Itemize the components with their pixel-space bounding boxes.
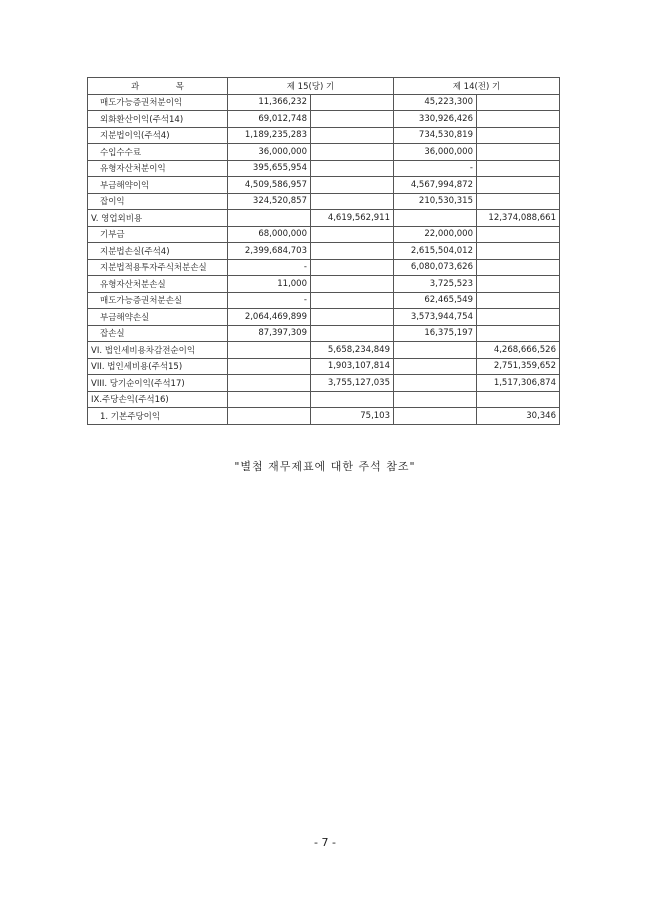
table-row (88, 292, 560, 309)
current-detail-cell: 2,064,469,899 (228, 309, 311, 326)
current-detail-cell (228, 391, 311, 408)
prior-detail-cell: 3,573,944,754 (394, 309, 477, 326)
current-total-cell (311, 144, 394, 161)
prior-detail-cell: 6,080,073,626 (394, 259, 477, 276)
prior-total-cell (477, 259, 560, 276)
prior-detail-cell (394, 408, 477, 425)
account-cell: 매도가능증권처분손실 (88, 292, 228, 309)
current-total-cell (311, 391, 394, 408)
prior-detail-cell: 62,465,549 (394, 292, 477, 309)
table-row (88, 127, 560, 144)
account-cell: IX.주당손익(주석16) (88, 391, 228, 408)
prior-total-cell: 4,268,666,526 (477, 342, 560, 359)
table-row (88, 408, 560, 425)
current-total-cell (311, 325, 394, 342)
prior-detail-cell (394, 375, 477, 392)
table-row (88, 243, 560, 260)
current-detail-cell (228, 408, 311, 425)
account-header-char-2: 목 (175, 81, 184, 92)
current-total-cell (311, 127, 394, 144)
current-detail-cell: 324,520,857 (228, 193, 311, 210)
current-detail-cell (228, 358, 311, 375)
current-total-cell (311, 226, 394, 243)
table-row (88, 144, 560, 161)
prior-total-cell (477, 144, 560, 161)
prior-detail-cell (394, 391, 477, 408)
current-detail-cell: - (228, 259, 311, 276)
table-header-row (88, 78, 560, 95)
prior-total-cell (477, 391, 560, 408)
current-total-cell (311, 177, 394, 194)
current-total-cell: 3,755,127,035 (311, 375, 394, 392)
account-cell: 기부금 (88, 226, 228, 243)
current-detail-cell: 87,397,309 (228, 325, 311, 342)
prior-detail-cell: 210,530,315 (394, 193, 477, 210)
prior-detail-cell: 2,615,504,012 (394, 243, 477, 260)
prior-detail-cell: - (394, 160, 477, 177)
table-row (88, 193, 560, 210)
table-row (88, 210, 560, 227)
current-detail-cell: 11,000 (228, 276, 311, 293)
current-total-cell (311, 160, 394, 177)
account-cell: 외화환산이익(주석14) (88, 111, 228, 128)
account-column-header (88, 78, 228, 95)
table-row (88, 358, 560, 375)
page-number: - 7 - (314, 836, 336, 849)
prior-total-cell: 2,751,359,652 (477, 358, 560, 375)
table-row (88, 325, 560, 342)
current-total-cell (311, 243, 394, 260)
prior-detail-cell (394, 358, 477, 375)
prior-total-cell: 12,374,088,661 (477, 210, 560, 227)
prior-total-cell: 1,517,306,874 (477, 375, 560, 392)
prior-detail-cell: 22,000,000 (394, 226, 477, 243)
prior-detail-cell: 3,725,523 (394, 276, 477, 293)
table-row (88, 226, 560, 243)
current-total-cell: 75,103 (311, 408, 394, 425)
table-row (88, 309, 560, 326)
footnote: "별첨 재무제표에 대한 주석 참조" (234, 460, 416, 473)
table-row (88, 276, 560, 293)
prior-period-header: 제 14(전) 기 (394, 78, 560, 95)
prior-total-cell (477, 127, 560, 144)
account-cell: 잡손실 (88, 325, 228, 342)
account-cell: 유형자산처분이익 (88, 160, 228, 177)
current-detail-cell: 1,189,235,283 (228, 127, 311, 144)
account-cell: VIII. 당기순이익(주석17) (88, 375, 228, 392)
prior-detail-cell (394, 342, 477, 359)
account-cell: 유형자산처분손실 (88, 276, 228, 293)
current-detail-cell: 4,509,586,957 (228, 177, 311, 194)
current-total-cell (311, 309, 394, 326)
account-cell: VII. 법인세비용(주석15) (88, 358, 228, 375)
account-cell: 지분법적용투자주식처분손실 (88, 259, 228, 276)
account-cell: 부금해약손실 (88, 309, 228, 326)
current-detail-cell: 69,012,748 (228, 111, 311, 128)
table-row (88, 375, 560, 392)
current-total-cell (311, 94, 394, 111)
current-detail-cell: 68,000,000 (228, 226, 311, 243)
account-header-char-1: 과 (131, 81, 140, 92)
prior-detail-cell: 330,926,426 (394, 111, 477, 128)
current-detail-cell (228, 210, 311, 227)
prior-total-cell (477, 94, 560, 111)
prior-total-cell: 30,346 (477, 408, 560, 425)
current-detail-cell (228, 342, 311, 359)
prior-detail-cell (394, 210, 477, 227)
prior-detail-cell: 36,000,000 (394, 144, 477, 161)
prior-total-cell (477, 226, 560, 243)
current-detail-cell: - (228, 292, 311, 309)
current-detail-cell: 11,366,232 (228, 94, 311, 111)
account-cell: VI. 법인세비용차감전순이익 (88, 342, 228, 359)
account-cell: V. 영업외비용 (88, 210, 228, 227)
table-row (88, 177, 560, 194)
current-detail-cell: 36,000,000 (228, 144, 311, 161)
prior-total-cell (477, 292, 560, 309)
prior-total-cell (477, 111, 560, 128)
prior-total-cell (477, 193, 560, 210)
table-row (88, 259, 560, 276)
table-row (88, 391, 560, 408)
current-total-cell: 1,903,107,814 (311, 358, 394, 375)
current-period-header: 제 15(당) 기 (228, 78, 394, 95)
current-total-cell (311, 111, 394, 128)
current-total-cell (311, 193, 394, 210)
current-detail-cell: 2,399,684,703 (228, 243, 311, 260)
prior-detail-cell: 734,530,819 (394, 127, 477, 144)
table-row (88, 111, 560, 128)
account-cell: 1. 기본주당이익 (88, 408, 228, 425)
table-row (88, 94, 560, 111)
account-cell: 지분법이익(주석4) (88, 127, 228, 144)
prior-total-cell (477, 325, 560, 342)
current-total-cell (311, 259, 394, 276)
prior-total-cell (477, 243, 560, 260)
table-row (88, 342, 560, 359)
prior-detail-cell: 16,375,197 (394, 325, 477, 342)
current-total-cell (311, 292, 394, 309)
account-cell: 매도가능증권처분이익 (88, 94, 228, 111)
current-detail-cell (228, 375, 311, 392)
income-statement-table (87, 77, 560, 425)
prior-detail-cell: 45,223,300 (394, 94, 477, 111)
current-total-cell: 4,619,562,911 (311, 210, 394, 227)
current-total-cell (311, 276, 394, 293)
table-row (88, 160, 560, 177)
account-cell: 지분법손실(주석4) (88, 243, 228, 260)
current-detail-cell: 395,655,954 (228, 160, 311, 177)
prior-total-cell (477, 177, 560, 194)
prior-detail-cell: 4,567,994,872 (394, 177, 477, 194)
prior-total-cell (477, 160, 560, 177)
account-cell: 부금해약이익 (88, 177, 228, 194)
prior-total-cell (477, 276, 560, 293)
current-total-cell: 5,658,234,849 (311, 342, 394, 359)
account-cell: 잡이익 (88, 193, 228, 210)
account-cell: 수입수수료 (88, 144, 228, 161)
prior-total-cell (477, 309, 560, 326)
